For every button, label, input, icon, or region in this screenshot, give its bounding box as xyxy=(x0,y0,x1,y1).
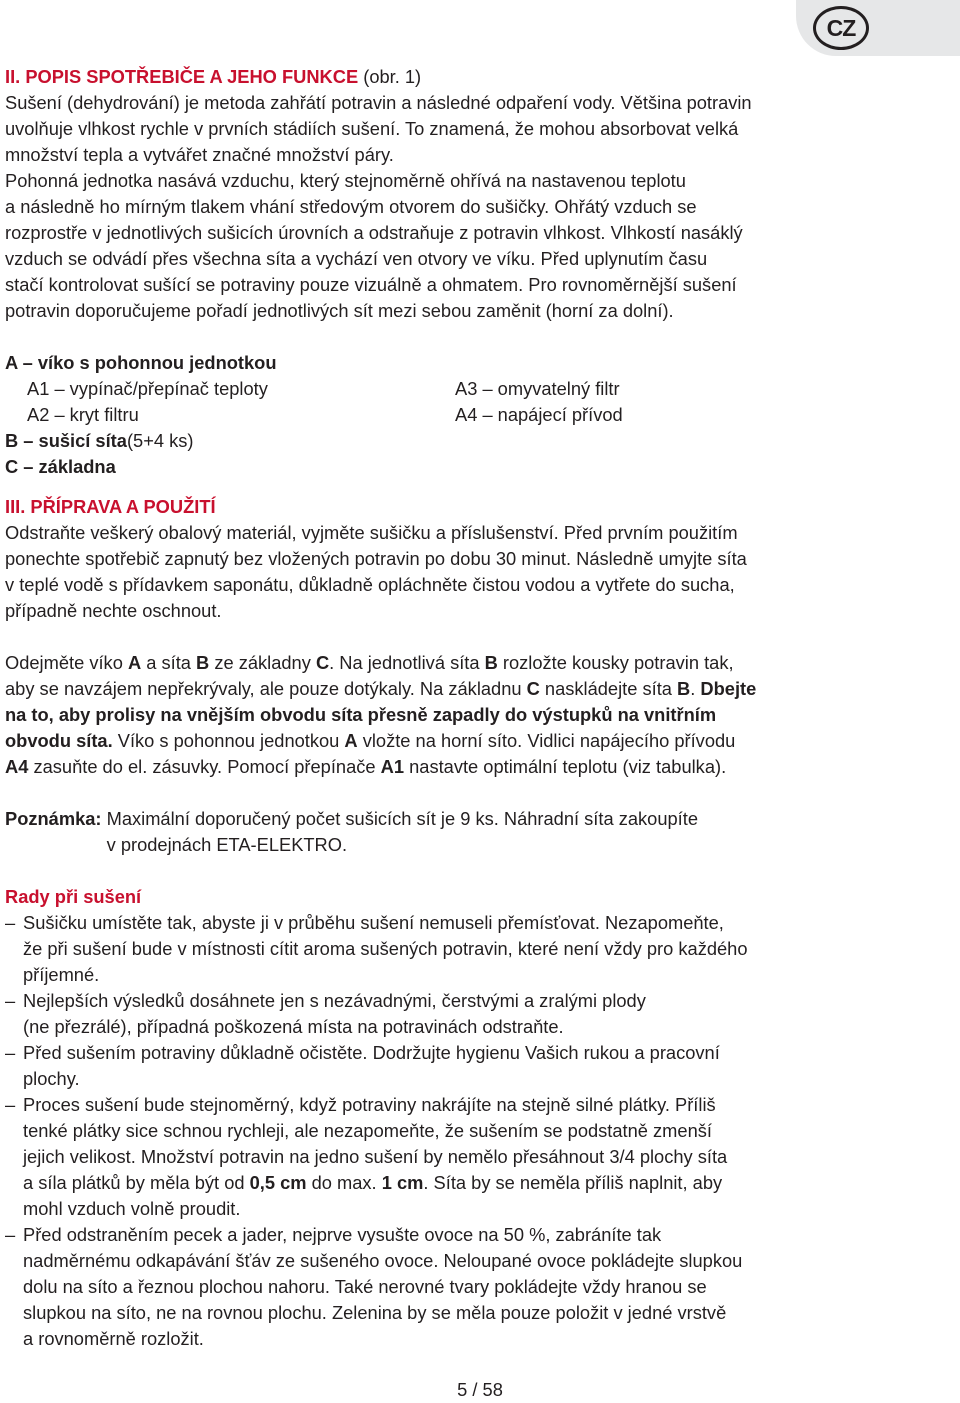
part-a: A – víko s pohonnou jednotkou xyxy=(5,352,277,373)
assembly-line: aby se navzájem nepřekrývaly, ale pouze dotýkaly. Na základnu C naskládejte síta B. Dbejte xyxy=(5,678,757,699)
section2-line: rozprostře v jednotlivých sušicích úrovních a odstraňuje z potravin vlhkost. Vlhkostí nasáklý xyxy=(5,222,743,243)
section2-line: stačí kontrolovat sušící se potraviny pouze vizuálně a ohmatem. Pro rovnoměrnější sušení xyxy=(5,274,737,295)
note-line: Maximální doporučený počet sušicích sít je 9 ks. Náhradní síta zakoupíte xyxy=(106,808,698,829)
part-a2: A2 – kryt filtru xyxy=(27,404,139,425)
section2-line: a následně ho mírným tlakem vhání středovým otvorem do sušičky. Ohřátý vzduch se xyxy=(5,196,697,217)
parts-list xyxy=(5,350,955,480)
section3-heading: III. PŘÍPRAVA A POUŽITÍ xyxy=(5,496,216,517)
assembly-line: A4 zasuňte do el. zásuvky. Pomocí přepínače A1 nastavte optimální teplotu (viz tabulka). xyxy=(5,756,727,777)
assembly-line-warning: na to, aby prolisy na vnějším obvodu síta přesně zapadly do výstupků na vnitřním xyxy=(5,704,717,725)
part-a3: A3 – omyvatelný filtr xyxy=(455,378,620,399)
tips-list xyxy=(5,910,955,1352)
part-a1: A1 – vypínač/přepínač teploty xyxy=(27,378,268,399)
section3-line: případně nechte oschnout. xyxy=(5,600,222,621)
section2-line: Sušení (dehydrování) je metoda zahřátí potravin a následné odpaření vody. Většina potravin xyxy=(5,92,752,113)
section2-line: uvolňuje vlhkost rychle v prvních stádiích sušení. To znamená, že mohou absorbovat velká xyxy=(5,118,739,139)
assembly-line: obvodu síta. Víko s pohonnou jednotkou A vložte na horní síto. Vidlici napájecího přívodu xyxy=(5,730,736,751)
tip-item: – Nejlepších výsledků dosáhnete jen s nezávadnými, čerstvými a zralými plody (ne přezrálé), případná poškozená místa na potravinách odstraňte. xyxy=(5,990,646,1037)
section2-line: množství tepla a vytvářet značné množství páry. xyxy=(5,144,394,165)
section2-line: Pohonná jednotka nasává vzduchu, který stejnoměrně ohřívá na nastavenou teplotu xyxy=(5,170,686,191)
tip-item: – Před sušením potraviny důkladně očistěte. Dodržujte hygienu Vašich rukou a pracovní plochy. xyxy=(5,1042,720,1089)
part-b: B – sušicí síta (5+4 ks) xyxy=(5,430,194,451)
note-label: Poznámka: xyxy=(5,808,107,829)
tips-heading: Rady při sušení xyxy=(5,886,142,907)
part-a4: A4 – napájecí přívod xyxy=(455,404,623,425)
part-c: C – základna xyxy=(5,456,116,477)
language-badge xyxy=(813,6,869,50)
section2-heading: II. POPIS SPOTŘEBIČE A JEHO FUNKCE (obr. 1) xyxy=(5,66,422,87)
section3-line: v teplé vodě s přídavkem saponátu, důkladně opláchněte čistou vodou a vytřete do sucha, xyxy=(5,574,735,595)
note-line: v prodejnách ETA-ELEKTRO. xyxy=(106,834,348,855)
tip-item: – Proces sušení bude stejnoměrný, když potraviny nakrájíte na stejně silné plátky. Příliš tenké plátky sice schnou rychleji, ale nezapomeňte, že sušením se podstatně zmenší jejich velikost. Množství potravin na jedno sušení by nemělo přesáhnout 3/4 plochy síta a síla plátků by měla být od 0,5 cm do max. 1 cm. Síta by se neměla příliš naplnit, aby mohl vzduch volně proudit. xyxy=(5,1094,728,1219)
note-block xyxy=(5,806,955,858)
assembly-line: Odejměte víko A a síta B ze základny C. Na jednotlivá síta B rozložte kousky potravin tak, xyxy=(5,652,734,673)
section3-line: ponechte spotřebič zapnutý bez vložených potravin po dobu 30 minut. Následně umyjte síta xyxy=(5,548,747,569)
page-number: 5 / 58 xyxy=(457,1379,503,1400)
section3-line: Odstraňte veškerý obalový materiál, vyjměte sušičku a příslušenství. Před prvním použitím xyxy=(5,522,738,543)
language-badge-text: CZ xyxy=(826,14,856,41)
tip-item: – Před odstraněním pecek a jader, nejprve vysušte ovoce na 50 %, zabráníte tak nadměrnému odkapávání šťáv ze sušeného ovoce. Neloupané ovoce pokládejte slupkou dolu na síto a řeznou plochou nahoru. Také nerovné tvary pokládejte vždy hranou se slupkou na síto, ne na rovnou plochu. Zelenina by se měla pouze položit v jedné vrstvě a rovnoměrně rozložit. xyxy=(5,1224,743,1349)
section2-line: potravin doporučujeme pořadí jednotlivých sít mezi sebou zaměnit (horní za dolní). xyxy=(5,300,674,321)
page-content xyxy=(5,64,955,1352)
tip-item: – Sušičku umístěte tak, abyste ji v průběhu sušení nemuseli přemísťovat. Nezapomeňte, že při sušení bude v místnosti cítit aroma sušených potravin, které není vždy pro každého příjemné. xyxy=(5,912,748,985)
section2-line: vzduch se odvádí přes všechna síta a vychází ven otvory ve víku. Před uplynutím času xyxy=(5,248,708,269)
